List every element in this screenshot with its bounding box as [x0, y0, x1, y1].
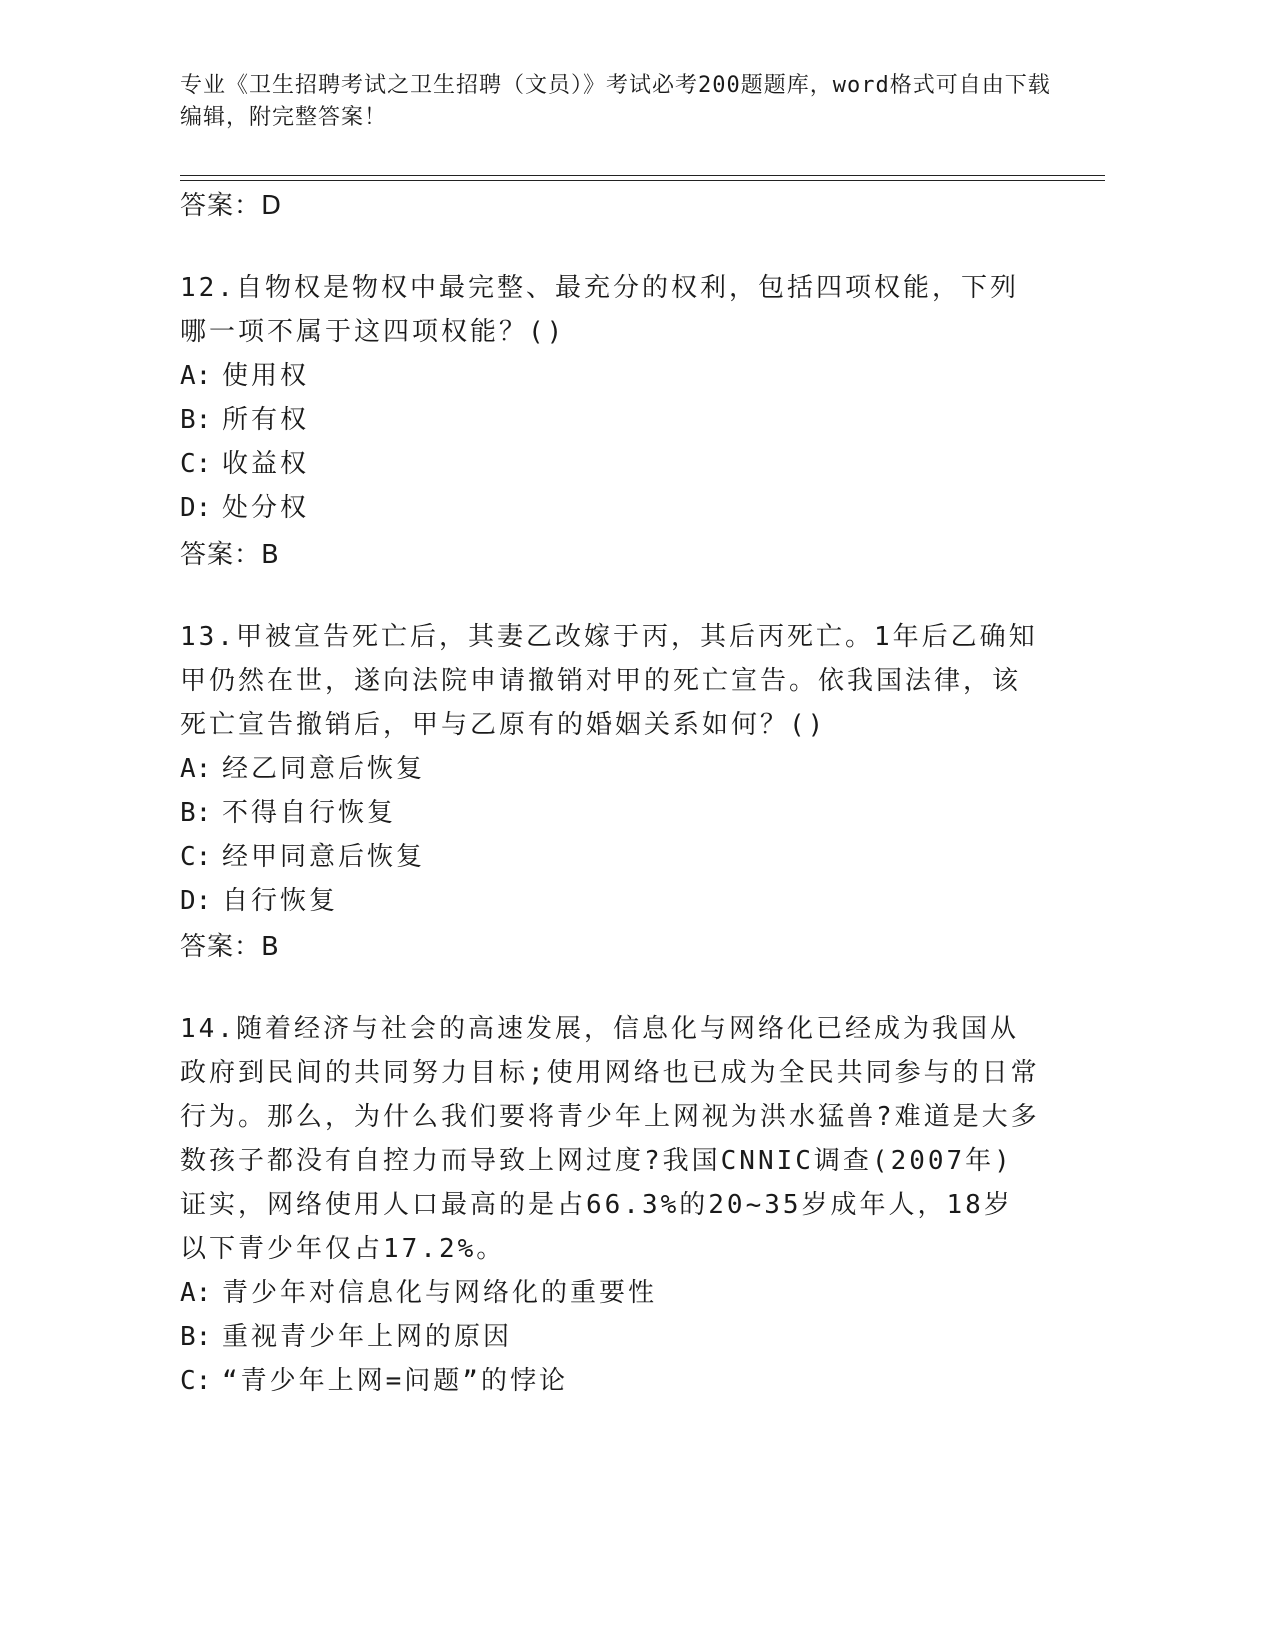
- option-c: [180, 1359, 1040, 1403]
- option-letter: C:: [180, 449, 212, 479]
- option-text: 经甲同意后恢复: [222, 842, 426, 872]
- option-letter: A:: [180, 1278, 212, 1308]
- header-divider-top: [180, 175, 1105, 176]
- answer-q12: 答案：B: [180, 540, 280, 570]
- answer-q11: 答案：D: [180, 191, 283, 221]
- option-c: [180, 442, 1040, 486]
- answer-q13: 答案：B: [180, 932, 280, 962]
- option-letter: D:: [180, 493, 212, 523]
- option-d: [180, 486, 1040, 530]
- option-letter: C:: [180, 842, 212, 872]
- header-divider-bottom: [180, 180, 1105, 181]
- option-text: 收益权: [222, 449, 310, 479]
- option-letter: B:: [180, 1322, 212, 1352]
- option-text: 重视青少年上网的原因: [222, 1322, 513, 1352]
- option-a: [180, 1271, 1040, 1315]
- option-b: [180, 1315, 1040, 1359]
- option-a: [180, 747, 1040, 791]
- question-stem: 14.随着经济与社会的高速发展，信息化与网络化已经成为我国从政府到民间的共同努力目标;使用网络也已成为全民共同参与的日常行为。那么，为什么我们要将青少年上网视为洪水猛兽?难道是大多数孩子都没有自控力而导致上网过度?我国CNNIC调查(2007年)证实，网络使用人口最高的是占66.3%的20~35岁成年人，18岁以下青少年仅占17.2%。: [180, 1014, 1040, 1264]
- option-text: “青少年上网=问题”的悖论: [222, 1366, 568, 1396]
- option-b: [180, 398, 1040, 442]
- option-text: 自行恢复: [222, 886, 339, 916]
- option-letter: B:: [180, 798, 212, 828]
- option-b: [180, 791, 1040, 835]
- option-letter: C:: [180, 1366, 212, 1396]
- option-letter: A:: [180, 361, 212, 391]
- question-13: [180, 615, 1040, 923]
- option-d: [180, 879, 1040, 923]
- question-12: [180, 266, 1040, 530]
- option-text: 处分权: [222, 493, 310, 523]
- question-14: [180, 1007, 1040, 1403]
- option-letter: D:: [180, 886, 212, 916]
- option-text: 所有权: [222, 405, 310, 435]
- option-text: 青少年对信息化与网络化的重要性: [222, 1278, 658, 1308]
- option-letter: B:: [180, 405, 212, 435]
- question-stem: 13.甲被宣告死亡后，其妻乙改嫁于丙，其后丙死亡。1年后乙确知甲仍然在世，遂向法院申请撤销对甲的死亡宣告。依我国法律，该死亡宣告撤销后，甲与乙原有的婚姻关系如何？(): [180, 622, 1038, 740]
- option-text: 使用权: [222, 361, 310, 391]
- option-letter: A:: [180, 754, 212, 784]
- option-a: [180, 354, 1040, 398]
- option-c: [180, 835, 1040, 879]
- question-stem: 12.自物权是物权中最完整、最充分的权利，包括四项权能，下列哪一项不属于这四项权能？(): [180, 273, 1019, 347]
- option-text: 经乙同意后恢复: [222, 754, 426, 784]
- page-header: 专业《卫生招聘考试之卫生招聘（文员）》考试必考200题题库，word格式可自由下载编辑，附完整答案！: [180, 73, 1051, 130]
- option-text: 不得自行恢复: [222, 798, 397, 828]
